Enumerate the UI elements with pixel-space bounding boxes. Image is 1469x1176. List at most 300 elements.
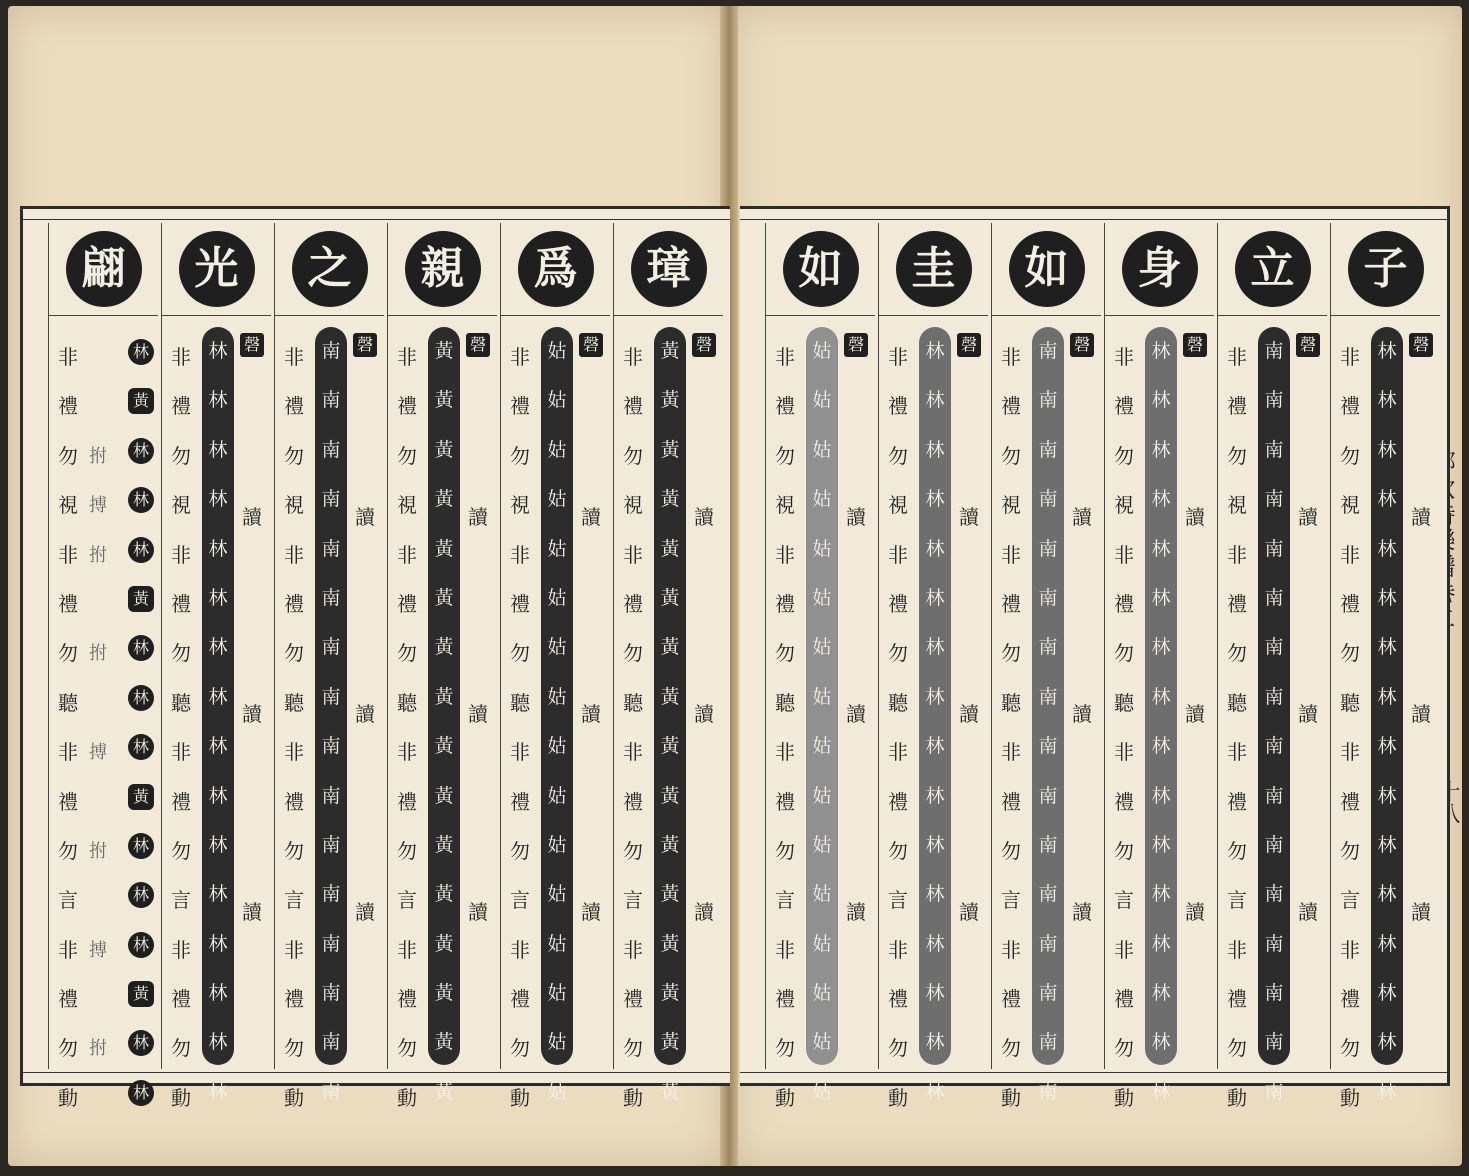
- du-marker: 讀: [242, 899, 262, 924]
- pitch-note: 南: [321, 833, 341, 856]
- lyric-character: 非: [1114, 740, 1134, 765]
- lyric-character: 非: [171, 542, 191, 567]
- du-marker: 讀: [1072, 504, 1092, 529]
- lyric-line: [885, 333, 911, 1123]
- pitch-note: 南: [1038, 784, 1058, 807]
- pitch-note: 林: [208, 932, 228, 955]
- lyric-character: 非: [284, 740, 304, 765]
- note-annotation: [125, 870, 157, 919]
- pitch-note: 林: [925, 735, 945, 758]
- score-column: [1217, 223, 1327, 1110]
- pitch-note: 林: [925, 932, 945, 955]
- pitch-note: 姑: [812, 833, 832, 856]
- pitch-note: 姑: [547, 982, 567, 1005]
- lyric-character: 視: [284, 493, 304, 518]
- lyric-character: 禮: [888, 591, 908, 616]
- lyric-character: 勿: [623, 443, 643, 468]
- pitch-note: 南: [321, 685, 341, 708]
- pitch-note: 林: [925, 389, 945, 412]
- lyric-character: 勿: [623, 838, 643, 863]
- lyric-character: 非: [510, 542, 530, 567]
- pitch-note: 林: [208, 784, 228, 807]
- note-annotation-text: 林: [128, 932, 154, 958]
- pitch-note: 林: [1151, 1080, 1171, 1103]
- score-column: [991, 223, 1101, 1110]
- pitch-note: 黃: [660, 586, 680, 609]
- lyric-character: 非: [1227, 345, 1247, 369]
- pitch-note: 南: [1264, 1031, 1284, 1054]
- note-annotation: [125, 623, 157, 672]
- lyric-character: 非: [1340, 740, 1360, 765]
- pitch-note: 南: [1264, 636, 1284, 659]
- lyric-character: 勿: [1340, 443, 1360, 468]
- lyric-character: 聽: [775, 690, 795, 715]
- lyric-character: 非: [1114, 542, 1134, 567]
- pitch-note: 林: [1377, 636, 1397, 659]
- pitch-note: 黃: [434, 982, 454, 1005]
- lyric-character: 勿: [1227, 641, 1247, 666]
- pitch-note: 姑: [547, 735, 567, 758]
- note-annotation: [125, 426, 157, 475]
- pitch-note: 姑: [812, 438, 832, 461]
- pitch-note: 林: [208, 537, 228, 560]
- lyric-character: 禮: [888, 789, 908, 814]
- note-bar: [202, 327, 234, 1103]
- lyric-character: 動: [1114, 1085, 1134, 1110]
- pitch-note: 林: [208, 735, 228, 758]
- lyric-character: 視: [1340, 493, 1360, 518]
- pitch-note: 南: [321, 735, 341, 758]
- lyric-character: 禮: [284, 987, 304, 1012]
- drum-mark: 拊: [89, 445, 107, 467]
- note-annotation-text: 林: [128, 487, 154, 513]
- pitch-note: 林: [925, 982, 945, 1005]
- du-marker: 讀: [581, 702, 601, 727]
- lyric-character: 動: [888, 1085, 908, 1110]
- pitch-note: 黃: [660, 932, 680, 955]
- lyric-character: 非: [397, 345, 417, 369]
- pitch-note: 林: [1377, 932, 1397, 955]
- pitch-note: 林: [208, 883, 228, 906]
- lyric-character: 禮: [623, 987, 643, 1012]
- lyric-character: 禮: [623, 591, 643, 616]
- column-heading: [614, 223, 723, 316]
- pitch-note: 林: [208, 389, 228, 412]
- du-marker: 讀: [468, 504, 488, 529]
- note-annotation-text: 黃: [128, 784, 154, 810]
- column-heading: [162, 223, 271, 316]
- lyric-seal-character: 如: [783, 231, 859, 307]
- lyric-character: 非: [1114, 937, 1134, 962]
- score-column: [1330, 223, 1440, 1110]
- lyric-character: 勿: [284, 443, 304, 468]
- note-annotation: [125, 574, 157, 623]
- lyric-line: [394, 333, 420, 1123]
- lyric-character: 非: [888, 542, 908, 567]
- pitch-note: 林: [1377, 883, 1397, 906]
- du-marker: 讀: [468, 899, 488, 924]
- lyric-character: 動: [284, 1085, 304, 1110]
- pitch-note: 南: [1264, 438, 1284, 461]
- lyric-character: 禮: [1340, 394, 1360, 419]
- lyric-character: 非: [1227, 542, 1247, 567]
- drum-mark: [85, 1074, 111, 1123]
- lyric-character: 非: [775, 937, 795, 962]
- pitch-note: 林: [208, 438, 228, 461]
- note-annotation: [125, 722, 157, 771]
- note-bar: [315, 327, 347, 1103]
- pitch-note: 黃: [434, 586, 454, 609]
- pitch-note: 南: [1038, 982, 1058, 1005]
- pitch-note: 黃: [660, 784, 680, 807]
- lyric-character: 禮: [775, 394, 795, 419]
- lyric-character: 非: [397, 740, 417, 765]
- lyric-character: 動: [1340, 1085, 1360, 1110]
- lyric-character: 視: [1001, 493, 1021, 518]
- lyric-line: [1111, 333, 1137, 1123]
- lyric-character: 聽: [623, 690, 643, 715]
- qing-marker: 磬: [466, 333, 490, 357]
- pitch-note: 姑: [812, 982, 832, 1005]
- pitch-note: 林: [1151, 389, 1171, 412]
- lyric-character: 禮: [510, 987, 530, 1012]
- lyric-character: 勿: [1001, 838, 1021, 863]
- pitch-note: 林: [208, 1080, 228, 1103]
- note-annotation: [125, 327, 157, 376]
- du-marker: 讀: [1411, 504, 1431, 529]
- lyric-character: 非: [888, 740, 908, 765]
- pitch-note: 姑: [812, 932, 832, 955]
- frame-rule: [740, 219, 1447, 220]
- lyric-character: 非: [171, 740, 191, 765]
- lyric-character: 非: [775, 345, 795, 369]
- lyric-character: 視: [171, 493, 191, 518]
- pitch-note: 南: [1264, 833, 1284, 856]
- lyric-character: 視: [775, 493, 795, 518]
- column-heading: [879, 223, 988, 316]
- lyric-character: 勿: [1114, 641, 1134, 666]
- du-marker: 讀: [1298, 702, 1318, 727]
- lyric-character: 禮: [888, 394, 908, 419]
- lyric-character: 視: [888, 493, 908, 518]
- lyric-character: 非: [888, 937, 908, 962]
- pitch-note: 姑: [547, 389, 567, 412]
- pitch-note: 林: [1151, 784, 1171, 807]
- du-marker: 讀: [1298, 504, 1318, 529]
- note-bar: [541, 327, 573, 1103]
- note-annotation-text: 林: [128, 734, 154, 760]
- lyric-character: 禮: [171, 591, 191, 616]
- pitch-note: 姑: [812, 685, 832, 708]
- pitch-note: 姑: [547, 488, 567, 511]
- lyric-seal-character: 爲: [518, 231, 594, 307]
- lyric-character: 非: [284, 542, 304, 567]
- lyric-character: 禮: [510, 789, 530, 814]
- drum-marks: [85, 333, 111, 1123]
- lyric-character: 勿: [1001, 1036, 1021, 1061]
- column-heading: [766, 223, 875, 316]
- lyric-character: 非: [510, 740, 530, 765]
- lyric-character: 禮: [1227, 987, 1247, 1012]
- du-marker: 讀: [959, 899, 979, 924]
- lyric-character: 禮: [1340, 987, 1360, 1012]
- note-bar: [806, 327, 838, 1103]
- du-marker: 讀: [355, 504, 375, 529]
- pitch-note: 姑: [547, 586, 567, 609]
- pitch-note: 林: [1377, 1080, 1397, 1103]
- pitch-note: 南: [1264, 982, 1284, 1005]
- pitch-note: 黃: [660, 685, 680, 708]
- lyric-character: 非: [888, 345, 908, 369]
- lyric-character: 勿: [171, 838, 191, 863]
- drum-mark: 拊: [89, 643, 107, 665]
- frame-rule: [23, 219, 730, 220]
- note-annotation: [125, 920, 157, 969]
- column-heading: [1105, 223, 1214, 316]
- lyric-character: 聽: [58, 690, 78, 715]
- pitch-note: 林: [1151, 488, 1171, 511]
- lyric-character: 非: [171, 345, 191, 369]
- lyric-character: 聽: [284, 690, 304, 715]
- pitch-note: 南: [321, 586, 341, 609]
- du-marker: 讀: [242, 504, 262, 529]
- lyric-character: 禮: [58, 394, 78, 419]
- drum-mark: 拊: [89, 544, 107, 566]
- note-annotation-text: 林: [128, 833, 154, 859]
- pitch-note: 林: [1151, 340, 1171, 362]
- lyric-character: 非: [58, 937, 78, 962]
- pitch-note: 姑: [547, 883, 567, 906]
- pitch-note: 姑: [812, 340, 832, 362]
- qing-marker: 磬: [1183, 333, 1207, 357]
- lyric-character: 聽: [1227, 690, 1247, 715]
- pitch-note: 姑: [547, 438, 567, 461]
- du-marker: 讀: [1411, 899, 1431, 924]
- pitch-note: 南: [1264, 932, 1284, 955]
- note-annotation-text: 黃: [128, 586, 154, 612]
- pitch-note: 南: [1038, 1080, 1058, 1103]
- qing-marker: 磬: [844, 333, 868, 357]
- pitch-note: 南: [1038, 586, 1058, 609]
- pitch-note: 南: [1038, 735, 1058, 758]
- pitch-note: 姑: [812, 1031, 832, 1054]
- pitch-note: 黃: [660, 735, 680, 758]
- pitch-note: 林: [1377, 982, 1397, 1005]
- drum-mark: [85, 580, 111, 629]
- note-bar: [1258, 327, 1290, 1103]
- drum-mark: 拊: [89, 840, 107, 862]
- lyric-line: [1337, 333, 1363, 1123]
- pitch-note: 林: [925, 636, 945, 659]
- lyric-character: 聽: [1001, 690, 1021, 715]
- lyric-seal-character: 子: [1348, 231, 1424, 307]
- pitch-note: 黃: [434, 932, 454, 955]
- lyric-character: 勿: [1227, 443, 1247, 468]
- pitch-note: 林: [925, 537, 945, 560]
- lyric-seal-character: 翩: [66, 231, 142, 307]
- pitch-note: 林: [1377, 438, 1397, 461]
- du-marker: 讀: [846, 899, 866, 924]
- lyric-seal-character: 如: [1009, 231, 1085, 307]
- column-heading: [1331, 223, 1440, 316]
- lyric-line: [620, 333, 646, 1123]
- lyric-character: 禮: [171, 987, 191, 1012]
- lyric-character: 非: [58, 542, 78, 567]
- pitch-note: 林: [1151, 833, 1171, 856]
- lyric-character: 非: [1340, 542, 1360, 567]
- lyric-character: 非: [284, 937, 304, 962]
- lyric-character: 言: [510, 888, 530, 913]
- lyric-character: 勿: [510, 838, 530, 863]
- pitch-note: 林: [925, 833, 945, 856]
- note-bar: [1371, 327, 1403, 1103]
- pitch-note: 黃: [660, 883, 680, 906]
- lyric-character: 禮: [397, 987, 417, 1012]
- du-marker: 讀: [355, 702, 375, 727]
- lyric-character: 禮: [775, 591, 795, 616]
- pitch-note: 南: [1264, 883, 1284, 906]
- pitch-note: 黃: [434, 1080, 454, 1103]
- lyric-character: 勿: [1001, 443, 1021, 468]
- lyric-character: 禮: [397, 789, 417, 814]
- pitch-note: 林: [925, 1080, 945, 1103]
- du-marker: 讀: [1298, 899, 1318, 924]
- lyric-character: 勿: [58, 443, 78, 468]
- pitch-note: 林: [1377, 685, 1397, 708]
- lyric-character: 禮: [171, 394, 191, 419]
- du-marker: 讀: [1411, 702, 1431, 727]
- pitch-note: 林: [925, 883, 945, 906]
- note-annotation: [125, 821, 157, 870]
- score-column: [765, 223, 875, 1110]
- lyric-character: 勿: [58, 838, 78, 863]
- lyric-character: 非: [623, 542, 643, 567]
- pitch-note: 南: [1038, 685, 1058, 708]
- pitch-note: 南: [321, 488, 341, 511]
- lyric-character: 勿: [623, 641, 643, 666]
- du-marker: 讀: [694, 504, 714, 529]
- lyric-character: 禮: [397, 394, 417, 419]
- lyric-character: 勿: [510, 1036, 530, 1061]
- pitch-note: 黃: [434, 340, 454, 362]
- du-marker: 讀: [355, 899, 375, 924]
- lyric-character: 勿: [1340, 1036, 1360, 1061]
- note-annotation-text: 林: [128, 635, 154, 661]
- pitch-note: 南: [1038, 1031, 1058, 1054]
- lyric-character: 勿: [1114, 443, 1134, 468]
- lyric-line: [772, 333, 798, 1123]
- pitch-note: 南: [321, 636, 341, 659]
- lyric-character: 視: [510, 493, 530, 518]
- right-score-frame: [740, 206, 1450, 1110]
- pitch-note: 姑: [547, 932, 567, 955]
- column-heading: [501, 223, 610, 316]
- note-annotation: [125, 969, 157, 1018]
- lyric-character: 勿: [171, 443, 191, 468]
- lyric-character: 視: [1114, 493, 1134, 518]
- lyric-character: 非: [58, 345, 78, 369]
- pitch-note: 黃: [434, 735, 454, 758]
- score-column: [387, 223, 497, 1110]
- pitch-note: 姑: [547, 636, 567, 659]
- pitch-note: 林: [208, 982, 228, 1005]
- note-annotation-text: 黃: [128, 981, 154, 1007]
- lyric-character: 禮: [510, 591, 530, 616]
- note-annotation: [125, 772, 157, 821]
- pitch-note: 姑: [812, 586, 832, 609]
- lyric-seal-character: 璋: [631, 231, 707, 307]
- lyric-character: 非: [775, 740, 795, 765]
- pitch-note: 黃: [660, 438, 680, 461]
- pitch-note: 黃: [660, 340, 680, 362]
- lyric-character: 視: [397, 493, 417, 518]
- lyric-character: 勿: [58, 641, 78, 666]
- lyric-character: 禮: [623, 789, 643, 814]
- pitch-note: 林: [925, 685, 945, 708]
- lyric-character: 非: [58, 740, 78, 765]
- drum-mark: [85, 975, 111, 1024]
- lyric-character: 言: [1340, 888, 1360, 913]
- pitch-note: 南: [321, 389, 341, 412]
- drum-mark: [85, 778, 111, 827]
- lyric-character: 言: [397, 888, 417, 913]
- pitch-note: 姑: [812, 537, 832, 560]
- lyric-character: 勿: [888, 443, 908, 468]
- du-marker: 讀: [581, 899, 601, 924]
- lyric-character: 勿: [284, 838, 304, 863]
- pitch-note: 林: [925, 1031, 945, 1054]
- note-annotation-text: 林: [128, 1080, 154, 1106]
- pitch-note: 林: [925, 340, 945, 362]
- lyric-character: 非: [1001, 345, 1021, 369]
- note-annotation: [125, 1018, 157, 1067]
- du-marker: 讀: [1072, 702, 1092, 727]
- lyric-character: 禮: [171, 789, 191, 814]
- note-annotation-text: 林: [128, 685, 154, 711]
- pitch-note: 林: [1377, 340, 1397, 362]
- pitch-note: 南: [1038, 389, 1058, 412]
- lyric-character: 非: [397, 542, 417, 567]
- lyric-character: 禮: [284, 591, 304, 616]
- du-marker: 讀: [846, 702, 866, 727]
- lyric-character: 禮: [1001, 789, 1021, 814]
- lyric-character: 禮: [775, 789, 795, 814]
- column-heading: [1218, 223, 1327, 316]
- pitch-note: 南: [1038, 883, 1058, 906]
- lyric-character: 勿: [623, 1036, 643, 1061]
- du-marker: 讀: [581, 504, 601, 529]
- pitch-note: 南: [1264, 784, 1284, 807]
- lyric-line: [1224, 333, 1250, 1123]
- lyric-character: 勿: [397, 838, 417, 863]
- pitch-note: 林: [1151, 1031, 1171, 1054]
- column-heading: [388, 223, 497, 316]
- pitch-note: 林: [1151, 636, 1171, 659]
- column-heading: [992, 223, 1101, 316]
- lyric-seal-character: 之: [292, 231, 368, 307]
- lyric-character: 動: [1001, 1085, 1021, 1110]
- drum-mark: [85, 876, 111, 925]
- lyric-character: 非: [1001, 937, 1021, 962]
- pitch-note: 南: [321, 932, 341, 955]
- pitch-note: 姑: [812, 488, 832, 511]
- pitch-note: 南: [1038, 537, 1058, 560]
- lyric-character: 非: [1227, 740, 1247, 765]
- lyric-character: 勿: [1114, 838, 1134, 863]
- pitch-note: 林: [208, 488, 228, 511]
- pitch-note: 黃: [434, 685, 454, 708]
- pitch-note: 黃: [660, 537, 680, 560]
